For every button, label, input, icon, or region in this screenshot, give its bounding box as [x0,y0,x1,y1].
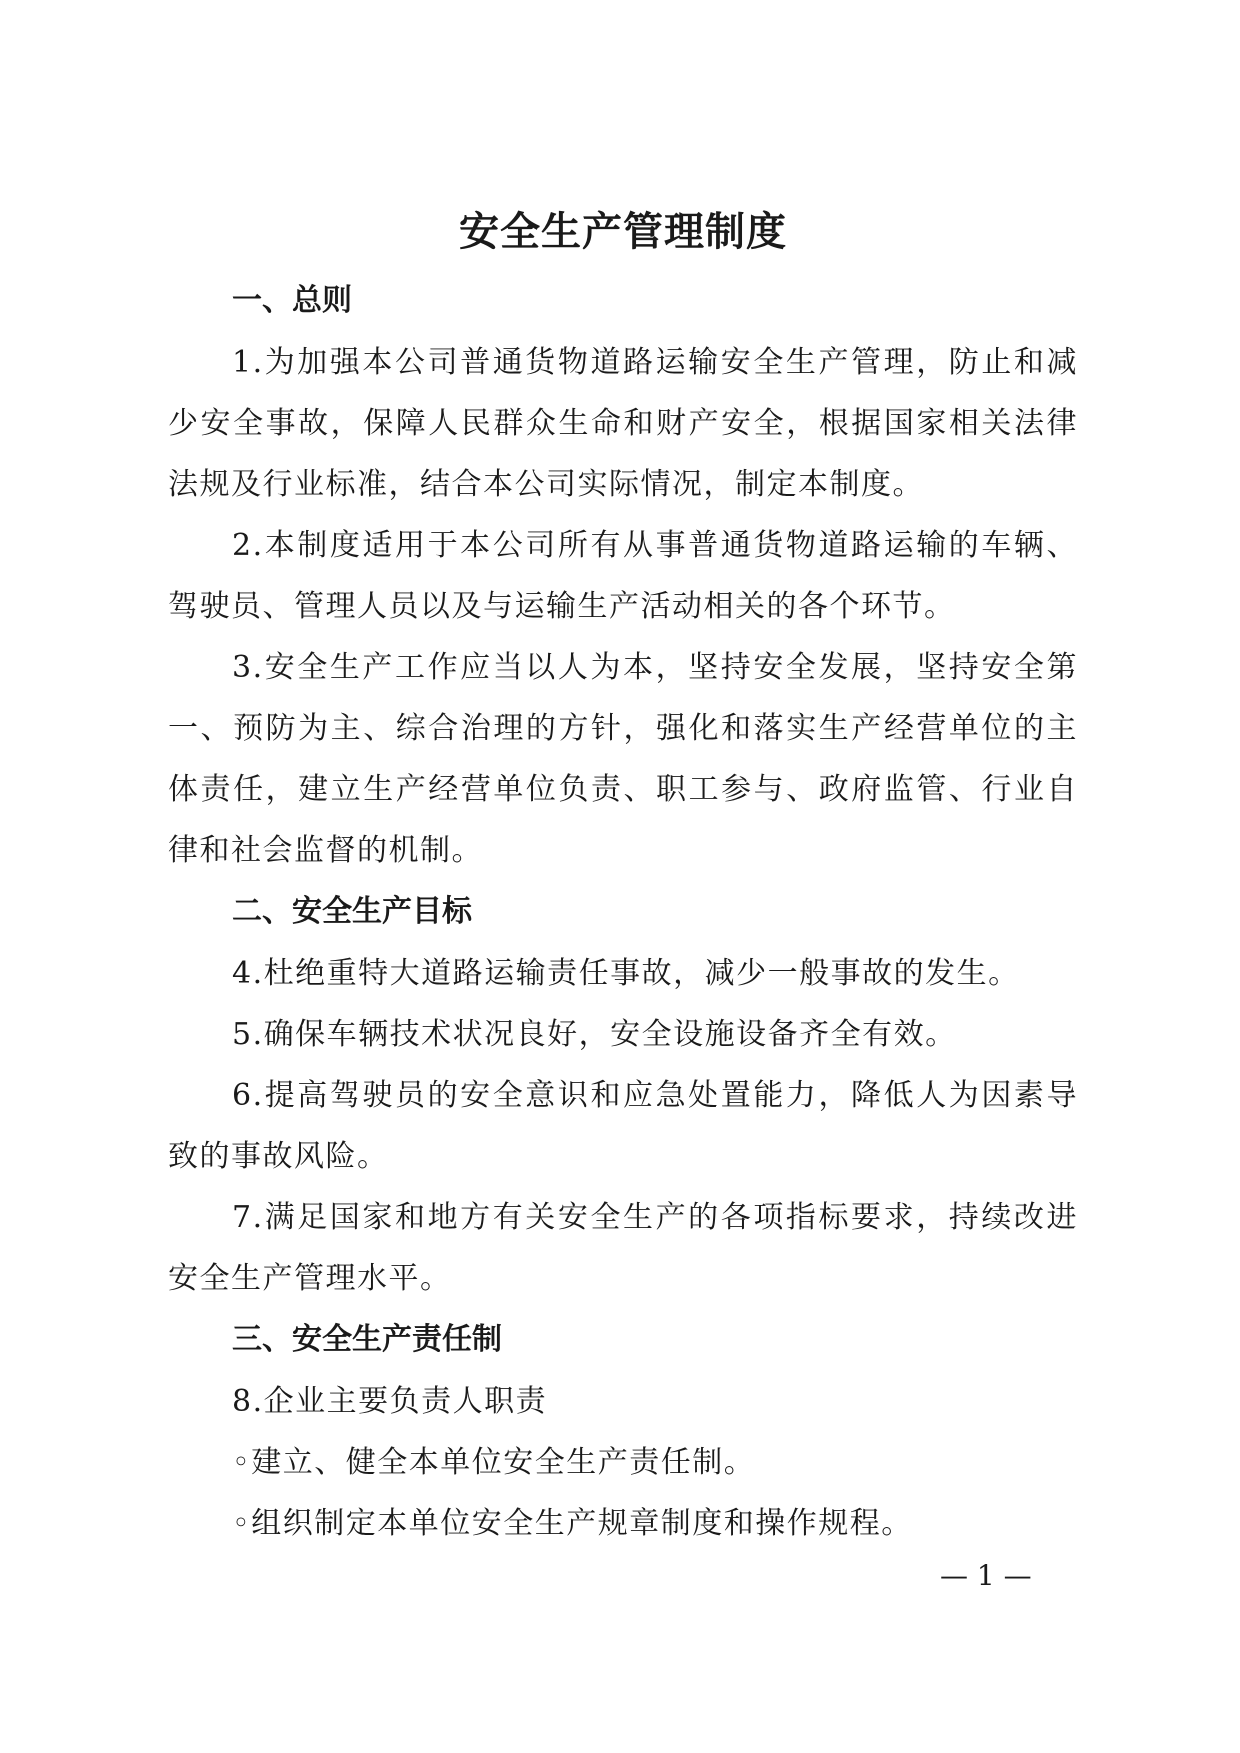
section-heading-responsibility: 三、安全生产责任制 [232,1322,502,1357]
paragraph-2: 2.本制度适用于本公司所有从事普通货物道路运输的车辆、驾驶员、管理人员以及与运输生产活动相关的各个环节。 [168,528,1078,624]
paragraph-7: 7.满足国家和地方有关安全生产的各项指标要求，持续改进安全生产管理水平。 [168,1200,1078,1296]
paragraph-6: 6.提高驾驶员的安全意识和应急处置能力，降低人为因素导致的事故风险。 [168,1078,1078,1174]
paragraph-3: 3.安全生产工作应当以人为本，坚持安全发展，坚持安全第一、预防为主、综合治理的方针，强化和落实生产经营单位的主体责任，建立生产经营单位负责、职工参与、政府监管、行业自律和社会监督的机制。 [168,650,1078,868]
paragraph-4: 4.杜绝重特大道路运输责任事故，减少一般事故的发生。 [232,956,1020,991]
list-item-responsibility-1: ◦建立、健全本单位安全生产责任制。 [232,1445,756,1480]
section-heading-general: 一、总则 [232,283,352,318]
page-number: — 1 — [940,1559,1032,1592]
document-title: 安全生产管理制度 [459,208,787,255]
paragraph-1: 1.为加强本公司普通货物道路运输安全生产管理，防止和减少安全事故，保障人民群众生命和财产安全，根据国家相关法律法规及行业标准，结合本公司实际情况，制定本制度。 [168,345,1078,502]
list-item-responsibility-2: ◦组织制定本单位安全生产规章制度和操作规程。 [232,1506,913,1541]
paragraph-8: 8.企业主要负责人职责 [232,1384,548,1419]
document-body [168,204,1078,1554]
paragraph-5: 5.确保车辆技术状况良好，安全设施设备齐全有效。 [232,1017,957,1052]
section-heading-safety-goals: 二、安全生产目标 [232,894,472,929]
